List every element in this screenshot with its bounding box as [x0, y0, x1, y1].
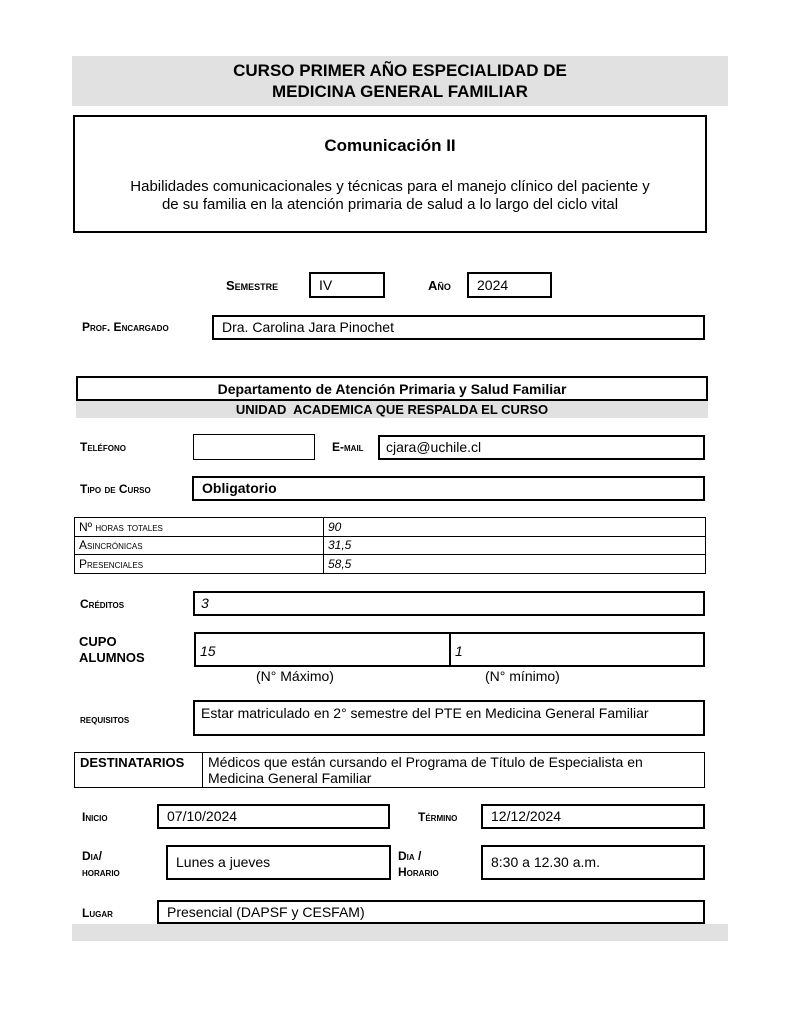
schedule-right-field[interactable]: 8:30 a 12.30 a.m. — [481, 845, 705, 880]
course-description — [73, 178, 707, 214]
year-label: Año — [428, 278, 451, 293]
table-row — [75, 536, 706, 555]
hours-table — [74, 517, 706, 574]
course-name: Comunicación II — [324, 136, 456, 155]
credits-label: Créditos — [80, 597, 125, 611]
email-label: E-mail — [332, 440, 364, 454]
quota-max-field[interactable]: 15 — [200, 643, 216, 659]
professor-field[interactable]: Dra. Carolina Jara Pinochet — [212, 315, 705, 340]
audience-value-line1: Médicos que están cursando el Programa de Título de Especialista en — [208, 754, 643, 770]
hours-async-value: 31,5 — [324, 536, 706, 555]
credits-field[interactable]: 3 — [193, 591, 705, 616]
start-label: Inicio — [82, 810, 108, 824]
page-title-line1: CURSO PRIMER AÑO ESPECIALIDAD DE — [233, 61, 567, 80]
audience-value — [208, 754, 643, 786]
end-field[interactable]: 12/12/2024 — [481, 804, 705, 829]
department-box: Departamento de Atención Primaria y Salud Familiar — [76, 376, 708, 401]
course-box — [73, 115, 707, 233]
table-row — [75, 555, 706, 574]
schedule-left-label-line1: Dia/ — [82, 849, 102, 863]
course-type-label: Tipo de Curso — [80, 482, 151, 496]
academic-unit-caption: UNIDAD ACADEMICA QUE RESPALDA EL CURSO — [76, 401, 708, 418]
professor-label: Prof. Encargado — [82, 320, 169, 334]
place-field[interactable]: Presencial (DAPSF y CESFAM) — [157, 900, 705, 924]
quota-label-line2: ALUMNOS — [79, 650, 145, 665]
phone-field[interactable] — [193, 434, 315, 460]
hours-async-label: Asincrónicas — [75, 536, 324, 555]
audience-label: DESTINATARIOS — [80, 755, 185, 770]
requirements-label: requisitos — [80, 712, 130, 726]
schedule-right-label — [398, 848, 439, 880]
start-field[interactable]: 07/10/2024 — [157, 804, 390, 829]
schedule-right-label-line1: Dia / — [398, 849, 422, 863]
course-type-field[interactable]: Obligatorio — [192, 476, 705, 501]
requirements-field[interactable]: Estar matriculado en 2° semestre del PTE en Medicina General Familiar — [193, 700, 705, 736]
course-description-line1: Habilidades comunicacionales y técnicas para el manejo clínico del paciente y — [130, 178, 650, 195]
table-row — [75, 518, 706, 537]
hours-inperson-value: 58,5 — [324, 555, 706, 574]
quota-label-line1: CUPO — [79, 634, 117, 649]
audience-value-line2: Medicina General Familiar — [208, 770, 372, 786]
page-title — [72, 60, 728, 102]
footer-band — [72, 924, 728, 941]
email-field[interactable]: cjara@uchile.cl — [378, 435, 705, 460]
hours-total-value: 90 — [324, 518, 706, 537]
place-label: Lugar — [82, 906, 113, 920]
semester-field[interactable]: IV — [309, 272, 385, 298]
audience-divider — [202, 752, 203, 788]
end-label: Término — [418, 810, 458, 824]
schedule-left-label-line2: horario — [82, 865, 120, 879]
quota-min-field[interactable]: 1 — [455, 643, 463, 659]
schedule-left-field[interactable]: Lunes a jueves — [166, 845, 391, 880]
phone-label: Teléfono — [80, 440, 126, 454]
quota-label — [79, 634, 145, 666]
hours-inperson-label: Presenciales — [75, 555, 324, 574]
schedule-right-label-line2: Horario — [398, 865, 439, 879]
semester-label: Semestre — [226, 278, 279, 293]
course-description-line2: de su familia en la atención primaria de salud a lo largo del ciclo vital — [161, 196, 619, 213]
hours-total-label: Nº horas totales — [75, 518, 324, 537]
quota-max-caption: (N° Máximo) — [256, 668, 334, 684]
quota-min-caption: (N° mínimo) — [485, 668, 560, 684]
page-title-line2: MEDICINA GENERAL FAMILIAR — [272, 82, 528, 101]
schedule-left-label — [82, 848, 120, 880]
year-field[interactable]: 2024 — [467, 272, 552, 298]
